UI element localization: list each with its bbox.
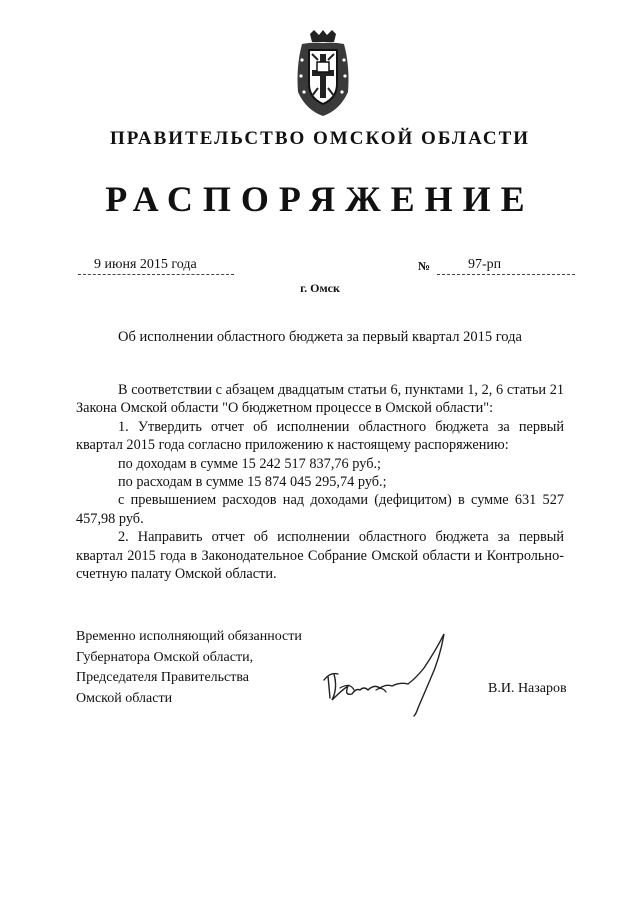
signatory-line-4: Омской области xyxy=(76,690,173,706)
coat-of-arms-emblem xyxy=(292,30,354,118)
signatory-line-2: Губернатора Омской области, xyxy=(76,649,254,665)
signatory-line-1: Временно исполняющий обязанности xyxy=(76,629,302,644)
item-2-paragraph: 2. Направить отчет об исполнении областного бюджета за первый квартал 2015 года в Законодательное Собрание Омской области и Контрольно-счетную палату Омской области. xyxy=(76,529,564,583)
signatory-title-block xyxy=(76,627,302,709)
number-sign: № xyxy=(418,259,431,273)
organization-title: ПРАВИТЕЛЬСТВО ОМСКОЙ ОБЛАСТИ xyxy=(109,128,531,149)
item-1-paragraph: 1. Утвердить отчет об исполнении областного бюджета за первый квартал 2015 года согласно приложению к настоящему распоряжению: xyxy=(76,418,564,454)
intro-paragraph: В соответствии с абзацем двадцатым статьи 6, пунктами 1, 2, 6 статьи 21 Закона Омской области "О бюджетном процессе в Омской области": xyxy=(76,382,564,417)
document-type-title: РАСПОРЯЖЕНИЕ xyxy=(105,179,535,219)
expense-line: по расходам в сумме 15 874 045 295,74 руб.; xyxy=(118,474,387,491)
document-body xyxy=(76,381,564,583)
document-number: 97-рп xyxy=(468,257,502,272)
signatory-line-3: Председателя Правительства xyxy=(76,670,250,685)
handwritten-signature xyxy=(320,628,448,718)
deficit-paragraph: с превышением расходов над доходами (дефицитом) в сумме 631 527 457,98 руб. xyxy=(76,492,564,527)
signatory-name: В.И. Назаров xyxy=(488,681,567,696)
income-line: по доходам в сумме 15 242 517 837,76 руб.; xyxy=(118,455,382,472)
number-underline xyxy=(437,257,575,275)
document-city: г. Омск xyxy=(300,281,340,295)
document-subject: Об исполнении областного бюджета за первый квартал 2015 года xyxy=(118,329,522,345)
document-date: 9 июня 2015 года xyxy=(94,257,197,272)
